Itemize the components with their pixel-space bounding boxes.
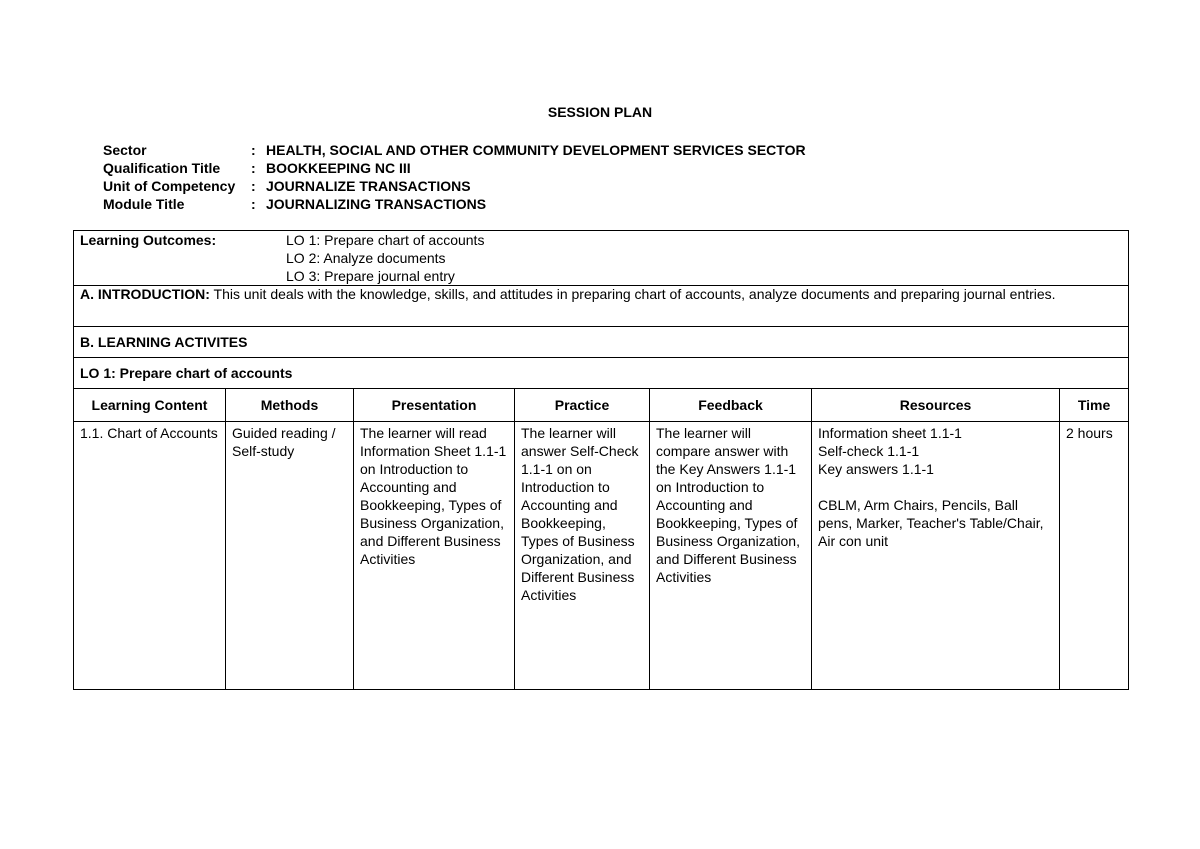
learning-content-cell: 1.1. Chart of Accounts [74, 422, 226, 690]
header-value: JOURNALIZING TRANSACTIONS [266, 196, 487, 212]
learning-outcomes-label: Learning Outcomes: [80, 232, 217, 248]
header-label: Sector [103, 142, 147, 158]
resources-cell [812, 422, 1060, 690]
resource-spacer [818, 478, 1053, 496]
learning-outcomes-cell [74, 231, 1129, 286]
header-colon: : [251, 196, 256, 212]
header-colon: : [251, 160, 256, 176]
header-info [103, 141, 806, 213]
header-colon: : [251, 178, 256, 194]
session-plan-table [73, 230, 1129, 690]
table-row [74, 422, 1129, 690]
introduction-row [74, 286, 1129, 327]
introduction-cell [74, 286, 1129, 327]
presentation-cell: The learner will read Information Sheet 1.1-1 on Introduction to Accounting and Bookkeeping, Types of Business Organization, and Different Business Activities [354, 422, 515, 690]
lo1-title: LO 1: Prepare chart of accounts [74, 358, 1129, 389]
column-header-row [74, 389, 1129, 422]
introduction-text: This unit deals with the knowledge, skills, and attitudes in preparing chart of accounts, analyze documents and preparing journal entries. [209, 286, 1056, 302]
page-title: SESSION PLAN [547, 104, 653, 120]
header-row-qualification [103, 159, 806, 177]
learning-activities-title: B. LEARNING ACTIVITES [74, 327, 1129, 358]
introduction-label: A. INTRODUCTION: [80, 286, 210, 302]
column-header: Practice [515, 389, 650, 422]
column-header: Resources [812, 389, 1060, 422]
column-header: Learning Content [74, 389, 226, 422]
header-value: BOOKKEEPING NC III [266, 160, 411, 176]
learning-outcomes-list [286, 231, 484, 285]
column-header: Feedback [650, 389, 812, 422]
header-label: Module Title [103, 196, 185, 212]
time-cell: 2 hours [1060, 422, 1129, 690]
lo1-row [74, 358, 1129, 389]
column-header: Methods [226, 389, 354, 422]
header-label: Qualification Title [103, 160, 221, 176]
resource-item: Key answers 1.1-1 [818, 461, 934, 477]
learning-outcome-item: LO 2: Analyze documents [286, 250, 446, 266]
header-value: HEALTH, SOCIAL AND OTHER COMMUNITY DEVELOPMENT SERVICES SECTOR [266, 142, 806, 158]
methods-cell: Guided reading / Self-study [226, 422, 354, 690]
feedback-cell: The learner will compare answer with the Key Answers 1.1-1 on Introduction to Accounting and Bookkeeping, Types of Business Organization, and Different Business Activities [650, 422, 812, 690]
learning-activities-row [74, 327, 1129, 358]
resource-item: Information sheet 1.1-1 [818, 425, 962, 441]
resource-item: CBLM, Arm Chairs, Pencils, Ball pens, Marker, Teacher's Table/Chair, Air con unit [818, 497, 1044, 549]
learning-outcome-item: LO 1: Prepare chart of accounts [286, 232, 485, 248]
header-row-module [103, 195, 806, 213]
header-colon: : [251, 142, 256, 158]
practice-cell: The learner will answer Self-Check 1.1-1 on on Introduction to Accounting and Bookkeeping, Types of Business Organization, and Different Business Activities [515, 422, 650, 690]
resource-item: Self-check 1.1-1 [818, 443, 920, 459]
header-label: Unit of Competency [103, 178, 236, 194]
header-value: JOURNALIZE TRANSACTIONS [266, 178, 471, 194]
header-row-unit [103, 177, 806, 195]
header-row-sector [103, 141, 806, 159]
learning-outcome-item: LO 3: Prepare journal entry [286, 268, 455, 284]
learning-outcomes-row [74, 231, 1129, 286]
column-header: Presentation [354, 389, 515, 422]
column-header: Time [1060, 389, 1129, 422]
